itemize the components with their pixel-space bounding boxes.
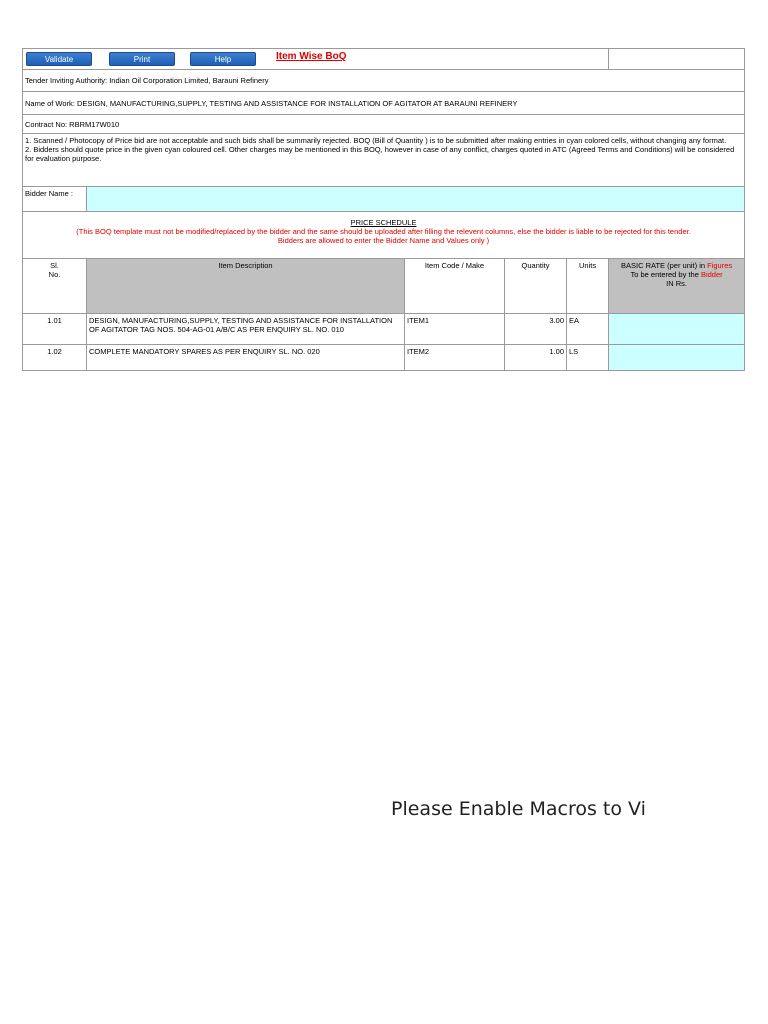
col-description-header: Item Description xyxy=(87,259,405,314)
template-warning-2: Bidders are allowed to enter the Bidder Name and Values only ) xyxy=(277,236,490,245)
col-sl-label: Sl. xyxy=(50,261,59,270)
bidder-name-label: Bidder Name : xyxy=(23,187,87,212)
row-description: COMPLETE MANDATORY SPARES AS PER ENQUIRY SL. NO. 020 xyxy=(87,345,405,371)
row-code: ITEM1 xyxy=(405,314,505,345)
toolbar-empty-cell xyxy=(609,49,745,70)
col-quantity-header: Quantity xyxy=(505,259,567,314)
instruction-2: 2. Bidders should quote price in the given cyan coloured cell. Other charges may be mentioned in this BOQ, however in case of any conflict, charges quoted in ATC (Agreed Terms and Conditions) will be considered for evaluation purpose. xyxy=(25,145,735,163)
rate-label-bidder: Bidder xyxy=(700,270,723,279)
row-quantity: 3.00 xyxy=(505,314,567,345)
instructions xyxy=(23,134,745,187)
col-units-header: Units xyxy=(567,259,609,314)
boq-table xyxy=(22,48,745,371)
row-rate-input[interactable] xyxy=(609,314,745,345)
row-code: ITEM2 xyxy=(405,345,505,371)
enable-macros-message: Please Enable Macros to Vi xyxy=(391,798,646,820)
name-of-work: Name of Work: DESIGN, MANUFACTURING,SUPPLY, TESTING AND ASSISTANCE FOR INSTALLATION OF AGITATOR AT BARAUNI REFINERY xyxy=(23,92,745,115)
tender-authority: Tender Inviting Authority: Indian Oil Corporation Limited, Barauni Refinery xyxy=(23,70,745,92)
boq-title-link[interactable]: Item Wise BoQ xyxy=(276,51,347,62)
row-units: EA xyxy=(567,314,609,345)
row-description: DESIGN, MANUFACTURING,SUPPLY, TESTING AND ASSISTANCE FOR INSTALLATION OF AGITATOR TAG NOS. 504-AG-01 A/B/C AS PER ENQUIRY SL. NO. 010 xyxy=(87,314,405,345)
help-button[interactable]: Help xyxy=(190,52,256,66)
instruction-1: 1. Scanned / Photocopy of Price bid are not acceptable and such bids shall be summarily rejected. BOQ (Bill of Quantity ) is to be submitted after making entries in cyan colored cells, without changing any format. xyxy=(25,136,727,145)
price-schedule-header xyxy=(23,212,745,259)
rate-label-part1: BASIC RATE (per unit) in xyxy=(620,261,708,270)
table-row xyxy=(23,345,745,371)
bidder-name-input[interactable] xyxy=(87,187,745,212)
col-code-header: Item Code / Make xyxy=(405,259,505,314)
price-schedule-title: PRICE SCHEDULE xyxy=(350,218,417,227)
col-rate-header xyxy=(609,259,745,314)
rate-label-figures: Figures xyxy=(707,261,733,270)
validate-button[interactable]: Validate xyxy=(26,52,92,66)
rate-label-part2: To be entered by the xyxy=(630,270,701,279)
col-sl-header xyxy=(23,259,87,314)
print-button[interactable]: Print xyxy=(109,52,175,66)
rate-label-part3: IN Rs. xyxy=(666,279,687,288)
toolbar-cell xyxy=(23,49,609,70)
table-row xyxy=(23,314,745,345)
boq-sheet xyxy=(22,48,744,371)
col-no-label: No. xyxy=(48,270,61,279)
row-units: LS xyxy=(567,345,609,371)
toolbar xyxy=(23,49,608,69)
row-quantity: 1.00 xyxy=(505,345,567,371)
template-warning-1: (This BOQ template must not be modified/replaced by the bidder and the same should be uploaded after filling the relevent columns, else the bidder is liable to be rejected for this tender. xyxy=(76,227,691,236)
row-sl: 1.02 xyxy=(23,345,87,371)
row-sl: 1.01 xyxy=(23,314,87,345)
row-rate-input[interactable] xyxy=(609,345,745,371)
contract-number: Contract No: RBRM17W010 xyxy=(23,115,745,134)
